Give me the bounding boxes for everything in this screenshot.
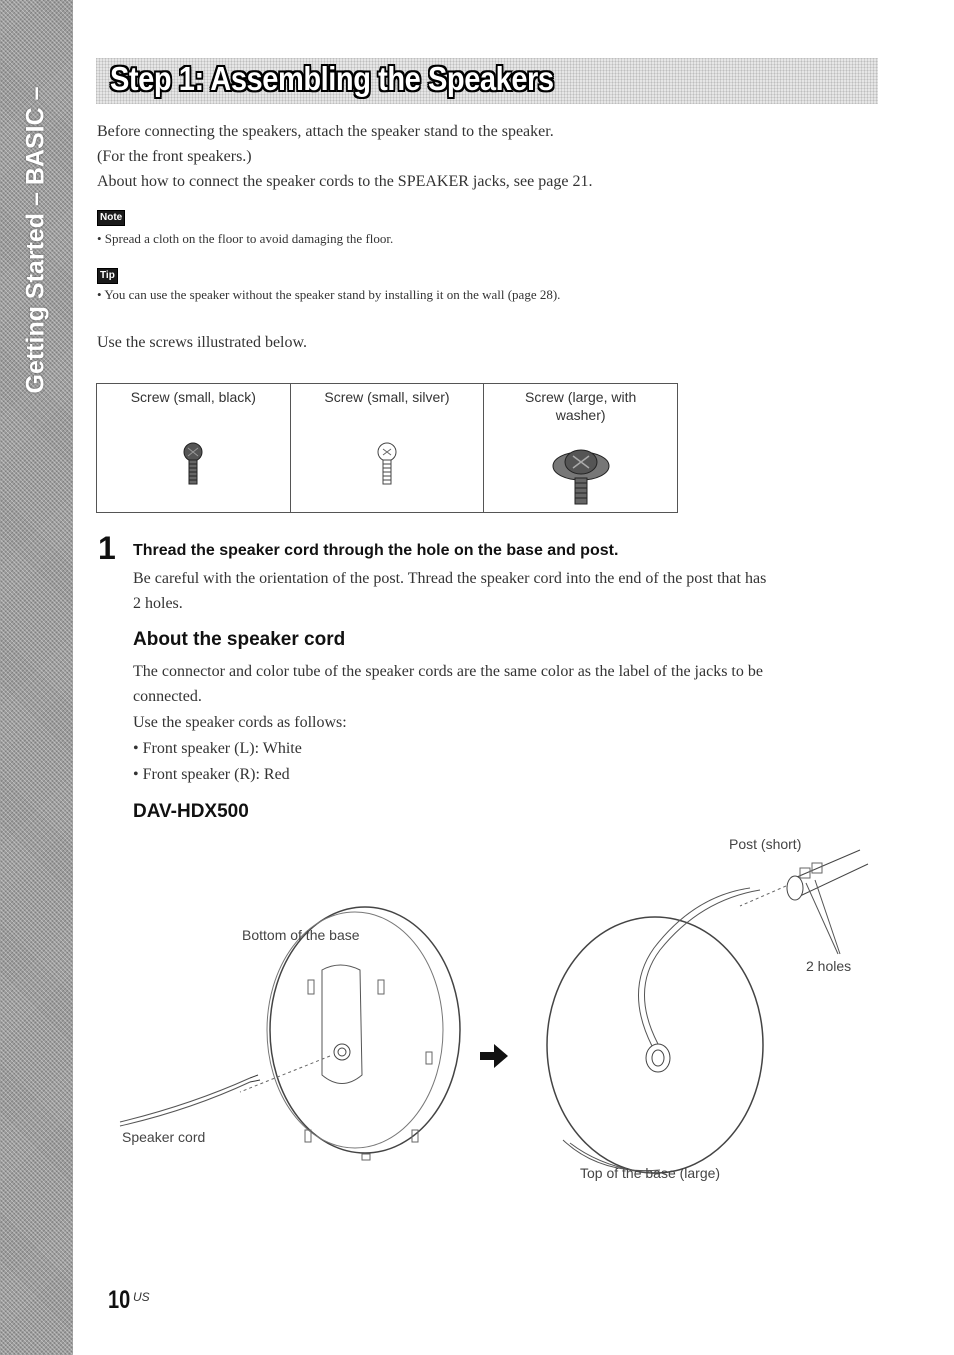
post-illustration (740, 850, 868, 954)
intro-line-3: About how to connect the speaker cords to the SPEAKER jacks, see page 21. (97, 173, 593, 190)
intro-line-2: (For the front speakers.) (97, 148, 252, 165)
step-body-line-1: Be careful with the orientation of the post. Thread the speaker cord into the end of the post that has (133, 570, 767, 587)
intro-line-1: Before connecting the speakers, attach the speaker stand to the speaker. (97, 123, 554, 140)
screw-label: washer) (555, 407, 606, 423)
speaker-cord-label: Speaker cord (122, 1129, 206, 1145)
screws-table (96, 383, 678, 513)
screw-cell-black (97, 384, 291, 513)
screw-cell-silver (290, 384, 484, 513)
base-bottom-illustration (240, 907, 460, 1160)
screw-label: Screw (small, black) (130, 389, 256, 405)
screw-label: Screw (large, with (525, 389, 637, 405)
top-of-base-label: Top of the base (large) (580, 1165, 721, 1181)
screws-intro: Use the screws illustrated below. (97, 334, 308, 351)
bottom-of-base-label: Bottom of the base (242, 927, 360, 943)
speaker-cord-line-1: The connector and color tube of the speaker cords are the same color as the label of the jacks to be (133, 663, 763, 680)
page-suffix: US (133, 1290, 150, 1304)
speaker-cord-line-2: connected. (133, 688, 202, 705)
step-body-line-2: 2 holes. (133, 595, 183, 612)
arrow-icon (480, 1044, 508, 1068)
step-number: 1 (98, 530, 116, 566)
tip-text: • You can use the speaker without the speaker stand by installing it on the wall (page 28). (97, 287, 561, 302)
page-title-bar (96, 58, 878, 104)
page-number: 10 (108, 1286, 131, 1314)
note-text: • Spread a cloth on the floor to avoid damaging the floor. (97, 231, 394, 246)
speaker-cord-item-1: • Front speaker (L): White (133, 740, 302, 757)
assembly-diagram (100, 830, 890, 1190)
speaker-cord-heading: About the speaker cord (133, 629, 346, 650)
screw-washer-icon (551, 446, 611, 506)
step-heading: Thread the speaker cord through the hole on the base and post. (133, 542, 619, 559)
two-holes-label: 2 holes (806, 958, 852, 974)
speaker-cord-item-2: • Front speaker (R): Red (133, 766, 290, 783)
post-short-label: Post (short) (729, 836, 802, 852)
speaker-cord-left (120, 1075, 260, 1126)
tip-badge: Tip (97, 268, 118, 284)
base-top-illustration (547, 888, 763, 1174)
screw-label: Screw (small, silver) (324, 389, 450, 405)
section-label: Getting Started – BASIC – (21, 86, 50, 394)
note-badge: Note (97, 210, 125, 226)
speaker-cord-line-3: Use the speaker cords as follows: (133, 714, 347, 731)
model-heading: DAV-HDX500 (133, 801, 249, 822)
screw-cell-washer (484, 384, 678, 513)
page-title: Step 1: Assembling the Speakers (110, 60, 554, 97)
screw-black-icon (181, 442, 205, 486)
screw-silver-icon (375, 442, 399, 486)
side-tab (0, 0, 73, 1355)
